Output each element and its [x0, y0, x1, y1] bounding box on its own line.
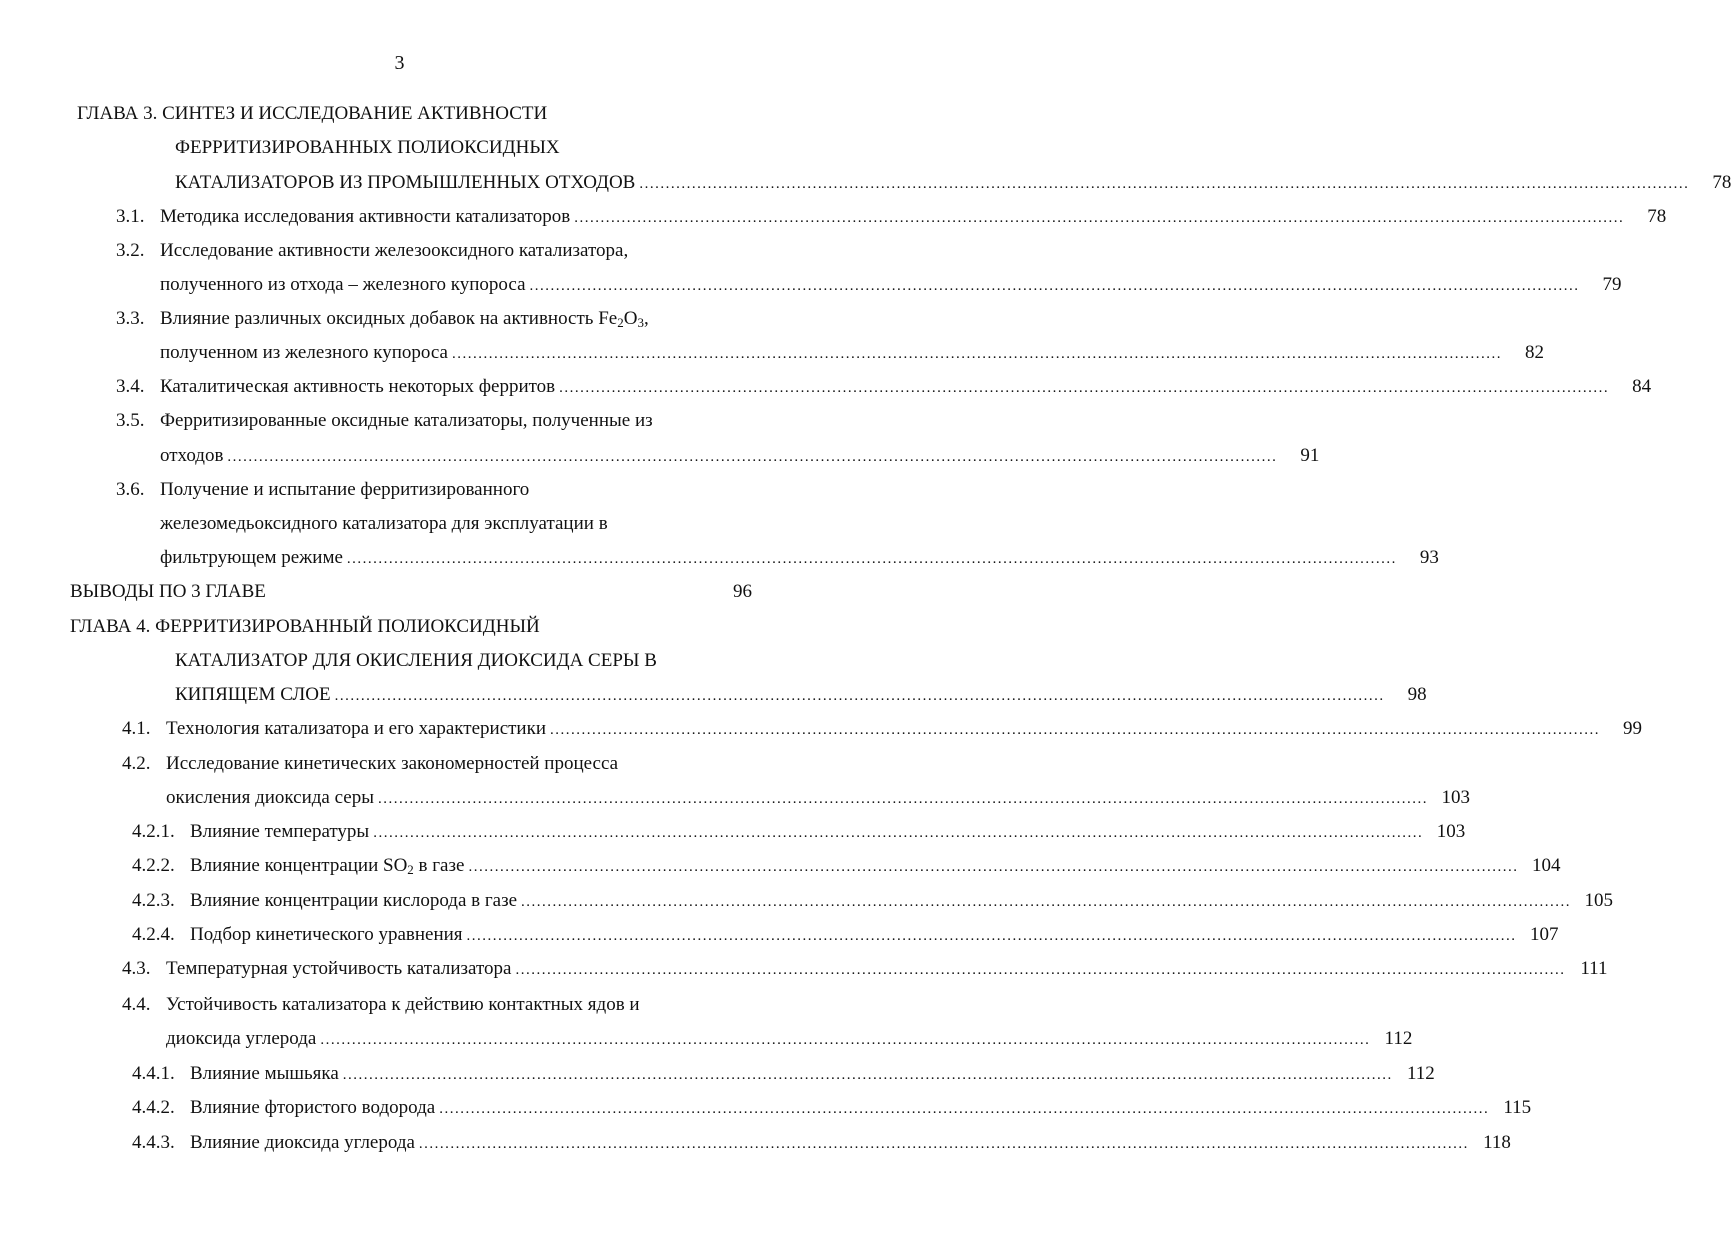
toc-text: Исследование активности железооксидного катализатора,: [160, 240, 629, 261]
toc-entry-4-4-3[interactable]: [132, 1130, 1511, 1156]
toc-text: Подбор кинетического уравнения: [190, 924, 463, 945]
toc-page: 98: [1407, 684, 1427, 705]
toc-text: Влияние температуры: [190, 821, 370, 842]
toc-number: 4.4.1.: [132, 1063, 175, 1084]
toc-entry-3-3-line-2[interactable]: [160, 340, 1544, 366]
toc-entry-4-2-1[interactable]: [132, 819, 1466, 845]
toc-text: ГЛАВА 4. ФЕРРИТИЗИРОВАННЫЙ ПОЛИОКСИДНЫЙ: [70, 616, 540, 637]
toc-number: 3.6.: [116, 479, 145, 500]
toc-page: 105: [1584, 890, 1614, 911]
toc-number: 3.3.: [116, 308, 145, 329]
page-number: 3: [394, 52, 405, 74]
leader-dots: [419, 1131, 1469, 1157]
toc-entry-4-2-4[interactable]: [132, 922, 1559, 948]
toc-text: Влияние концентрации $SO_2$ в газе: [190, 855, 465, 877]
toc-number: 4.2.3.: [132, 890, 175, 911]
toc-entry-4-4-line-2[interactable]: [166, 1026, 1413, 1052]
leader-dots: [468, 854, 1518, 880]
toc-entry-3-2-line-2[interactable]: [160, 272, 1622, 298]
toc-page: 112: [1406, 1063, 1435, 1084]
toc-number: 3.2.: [116, 240, 145, 261]
toc-entry-4-2-line-2[interactable]: [166, 785, 1470, 811]
toc-entry-4-2-3[interactable]: [132, 888, 1614, 914]
toc-text: ГЛАВА 3. СИНТЕЗ И ИССЛЕДОВАНИЕ АКТИВНОСТИ: [77, 103, 548, 124]
leader-dots: [574, 205, 1624, 231]
leader-dots: [467, 923, 1517, 949]
toc-text: фильтрующем режиме: [160, 547, 343, 568]
toc-number: 4.4.3.: [132, 1132, 175, 1153]
toc-page: 78: [1647, 206, 1667, 227]
leader-dots: [452, 341, 1502, 367]
toc-number: 4.1.: [122, 718, 151, 739]
toc-entry-3-5-line-2[interactable]: [160, 443, 1320, 469]
toc-entry-4-1[interactable]: [122, 716, 1642, 742]
toc-text: Влияние различных оксидных добавок на активность $Fe_2O_3$,: [160, 308, 649, 330]
toc-entry-3-5-line-1[interactable]: [116, 408, 752, 434]
toc-entry-3-4[interactable]: [116, 374, 1652, 400]
toc-text: Каталитическая активность некоторых ферритов: [160, 376, 556, 397]
toc-text: КИПЯЩЕМ СЛОЕ: [175, 684, 331, 705]
toc-number: 4.2.2.: [132, 855, 175, 876]
toc-text: Влияние фтористого водорода: [190, 1097, 436, 1118]
leader-dots: [559, 375, 1609, 401]
toc-page: 78: [1712, 172, 1731, 193]
toc-entry-4-4-2[interactable]: [132, 1095, 1532, 1121]
toc-chapter-4-title-line-2: [175, 648, 765, 674]
toc-text: Ферритизированные оксидные катализаторы, полученные из: [160, 410, 653, 431]
toc-page: 103: [1436, 821, 1466, 842]
toc-page: 91: [1300, 445, 1320, 466]
toc-page: 96: [733, 581, 752, 602]
toc-entry-4-4-line-1[interactable]: [122, 992, 752, 1018]
toc-page: 111: [1580, 958, 1608, 979]
toc-text: КАТАЛИЗАТОР ДЛЯ ОКИСЛЕНИЯ ДИОКСИДА СЕРЫ В: [175, 650, 657, 671]
toc-chapter-3-title-line-1: [77, 101, 767, 127]
toc-page: 103: [1441, 787, 1470, 808]
toc-number: 4.4.2.: [132, 1097, 175, 1118]
toc-entry-4-2-2[interactable]: [132, 853, 1561, 879]
leader-dots: [378, 786, 1428, 812]
toc-text: железомедьоксидного катализатора для эксплуатации в: [160, 513, 608, 534]
toc-chapter-4-entry[interactable]: [175, 682, 1427, 708]
toc-entry-3-6-line-1[interactable]: [116, 477, 752, 503]
toc-chapter-3-title-line-2: [175, 135, 767, 161]
toc-entry-3-6-line-3[interactable]: [160, 545, 1439, 571]
toc-page: 79: [1602, 274, 1622, 295]
toc-text: Температурная устойчивость катализатора: [166, 958, 512, 979]
toc-text: Влияние мышьяка: [190, 1063, 339, 1084]
toc-text: полученного из отхода – железного купороса: [160, 274, 526, 295]
toc-number: 3.1.: [116, 206, 145, 227]
toc-page: 99: [1623, 718, 1642, 739]
leader-dots: [335, 683, 1385, 709]
toc-entry-3-1[interactable]: [116, 204, 1667, 230]
toc-number: 4.4.: [122, 994, 151, 1015]
toc-page: 104: [1531, 855, 1561, 876]
toc-text: окисления диоксида серы: [166, 787, 374, 808]
leader-dots: [639, 171, 1689, 197]
toc-number: 4.2.1.: [132, 821, 175, 842]
toc-text: Влияние концентрации кислорода в газе: [190, 890, 518, 911]
toc-page: 93: [1419, 547, 1439, 568]
toc-text: Исследование кинетических закономерностей процесса: [166, 753, 619, 774]
leader-dots: [439, 1096, 1489, 1122]
toc-entry-3-3-line-1[interactable]: [116, 306, 752, 332]
toc-number: 4.2.4.: [132, 924, 175, 945]
toc-chapter-3-entry[interactable]: [175, 170, 1731, 196]
toc-text: ВЫВОДЫ ПО 3 ГЛАВЕ: [70, 581, 266, 602]
leader-dots: [550, 717, 1600, 743]
toc-page: 84: [1632, 376, 1652, 397]
leader-dots: [521, 889, 1571, 915]
toc-number: 4.2.: [122, 753, 151, 774]
leader-dots: [343, 1062, 1393, 1088]
toc-chapter-4-title-line-1: [70, 614, 760, 640]
toc-entry-4-4-1[interactable]: [132, 1061, 1435, 1087]
toc-text: Устойчивость катализатора к действию контактных ядов и: [166, 994, 640, 1015]
toc-text: полученном из железного купороса: [160, 342, 448, 363]
toc-page: 82: [1524, 342, 1544, 363]
leader-dots: [373, 820, 1423, 846]
toc-entry-3-2-line-1[interactable]: [116, 238, 752, 264]
toc-number: 4.3.: [122, 958, 151, 979]
toc-text: Технология катализатора и его характеристики: [166, 718, 546, 739]
toc-number: 3.5.: [116, 410, 145, 431]
toc-text: Получение и испытание ферритизированного: [160, 479, 530, 500]
toc-text: Влияние диоксида углерода: [190, 1132, 415, 1153]
leader-dots: [530, 273, 1580, 299]
leader-dots: [347, 546, 1397, 572]
toc-entry-4-3[interactable]: [122, 956, 1608, 982]
toc-page: 115: [1503, 1097, 1532, 1118]
toc-text: отходов: [160, 445, 224, 466]
toc-page: 107: [1530, 924, 1559, 945]
toc-text: ФЕРРИТИЗИРОВАННЫХ ПОЛИОКСИДНЫХ: [175, 137, 560, 158]
leader-dots: [320, 1027, 1370, 1053]
leader-dots: [515, 957, 1565, 983]
toc-number: 3.4.: [116, 376, 145, 397]
toc-conclusions-chapter-3[interactable]: [70, 579, 752, 605]
toc-text: Методика исследования активности катализаторов: [160, 206, 571, 227]
toc-entry-4-2-line-1[interactable]: [122, 751, 752, 777]
leader-dots: [227, 444, 1277, 470]
toc-text: КАТАЛИЗАТОРОВ ИЗ ПРОМЫШЛЕННЫХ ОТХОДОВ: [175, 172, 636, 193]
toc-page: 112: [1384, 1028, 1413, 1049]
toc-page: 118: [1483, 1132, 1511, 1153]
toc-entry-3-6-line-2[interactable]: [160, 511, 752, 537]
toc-text: диоксида углерода: [166, 1028, 317, 1049]
